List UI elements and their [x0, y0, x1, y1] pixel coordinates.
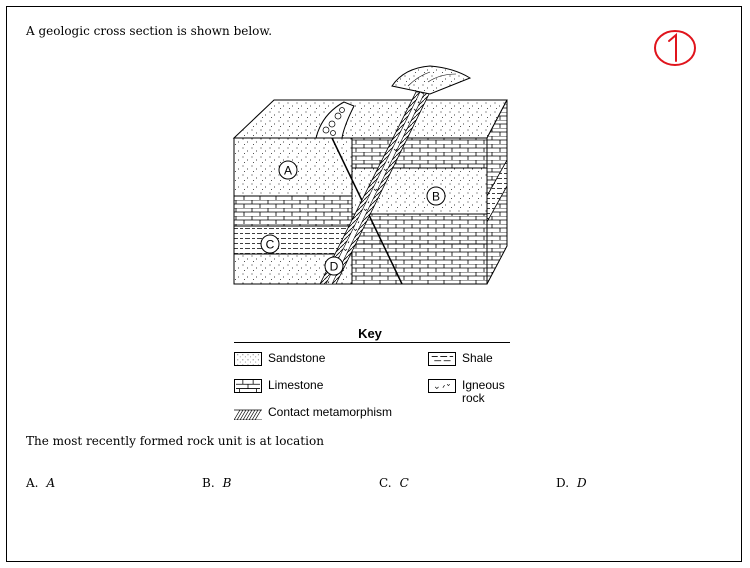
- choice-letter-b: B.: [202, 476, 215, 490]
- choice-d[interactable]: [556, 476, 587, 490]
- choice-letter-c: C.: [379, 476, 392, 490]
- key-item-limestone: [234, 379, 323, 393]
- key-title: Key: [358, 326, 382, 341]
- choice-value-d: D: [577, 476, 587, 490]
- key-item-igneous-rock: [428, 379, 514, 405]
- key-label-sandstone: Sandstone: [268, 351, 326, 365]
- choice-value-b: B: [222, 476, 232, 490]
- question-intro: A geologic cross section is shown below.: [26, 24, 273, 38]
- location-label-b: B: [431, 189, 441, 204]
- choice-a[interactable]: [26, 476, 55, 490]
- key-item-shale: [428, 352, 493, 366]
- choice-letter-a: A.: [26, 476, 39, 490]
- location-marker-d: [325, 257, 343, 275]
- location-label-a: A: [283, 163, 293, 178]
- location-marker-b: [427, 187, 445, 205]
- location-marker-a: [279, 161, 297, 179]
- key-label-shale: Shale: [462, 351, 493, 365]
- location-label-d: D: [329, 259, 339, 274]
- location-label-c: C: [265, 237, 275, 252]
- igneous-swatch-icon: [428, 379, 456, 393]
- key-item-sandstone: [234, 352, 325, 366]
- key-item-contact-metamorphism: [234, 406, 392, 420]
- choice-b[interactable]: [202, 476, 231, 490]
- handwritten-annotation: [652, 26, 698, 70]
- choice-c[interactable]: [379, 476, 409, 490]
- diagram-key: [232, 322, 512, 422]
- annotation-text: 1: [652, 26, 653, 27]
- shale-swatch-icon: [428, 352, 456, 366]
- choice-value-a: A: [46, 476, 56, 490]
- question-stem: The most recently formed rock unit is at location: [26, 434, 324, 448]
- geologic-cross-section: [232, 56, 522, 288]
- location-marker-c: [261, 235, 279, 253]
- key-label-limestone: Limestone: [268, 378, 324, 392]
- key-divider: [234, 342, 510, 343]
- choice-letter-d: D.: [556, 476, 570, 490]
- limestone-swatch-icon: [234, 379, 262, 393]
- choice-value-c: C: [399, 476, 409, 490]
- key-label-contact-metamorphism: Contact metamorphism: [268, 405, 393, 419]
- sandstone-swatch-icon: [234, 352, 262, 366]
- contact-metamorphism-swatch-icon: [234, 406, 262, 420]
- key-label-igneous-rock: Igneous rock: [462, 378, 505, 405]
